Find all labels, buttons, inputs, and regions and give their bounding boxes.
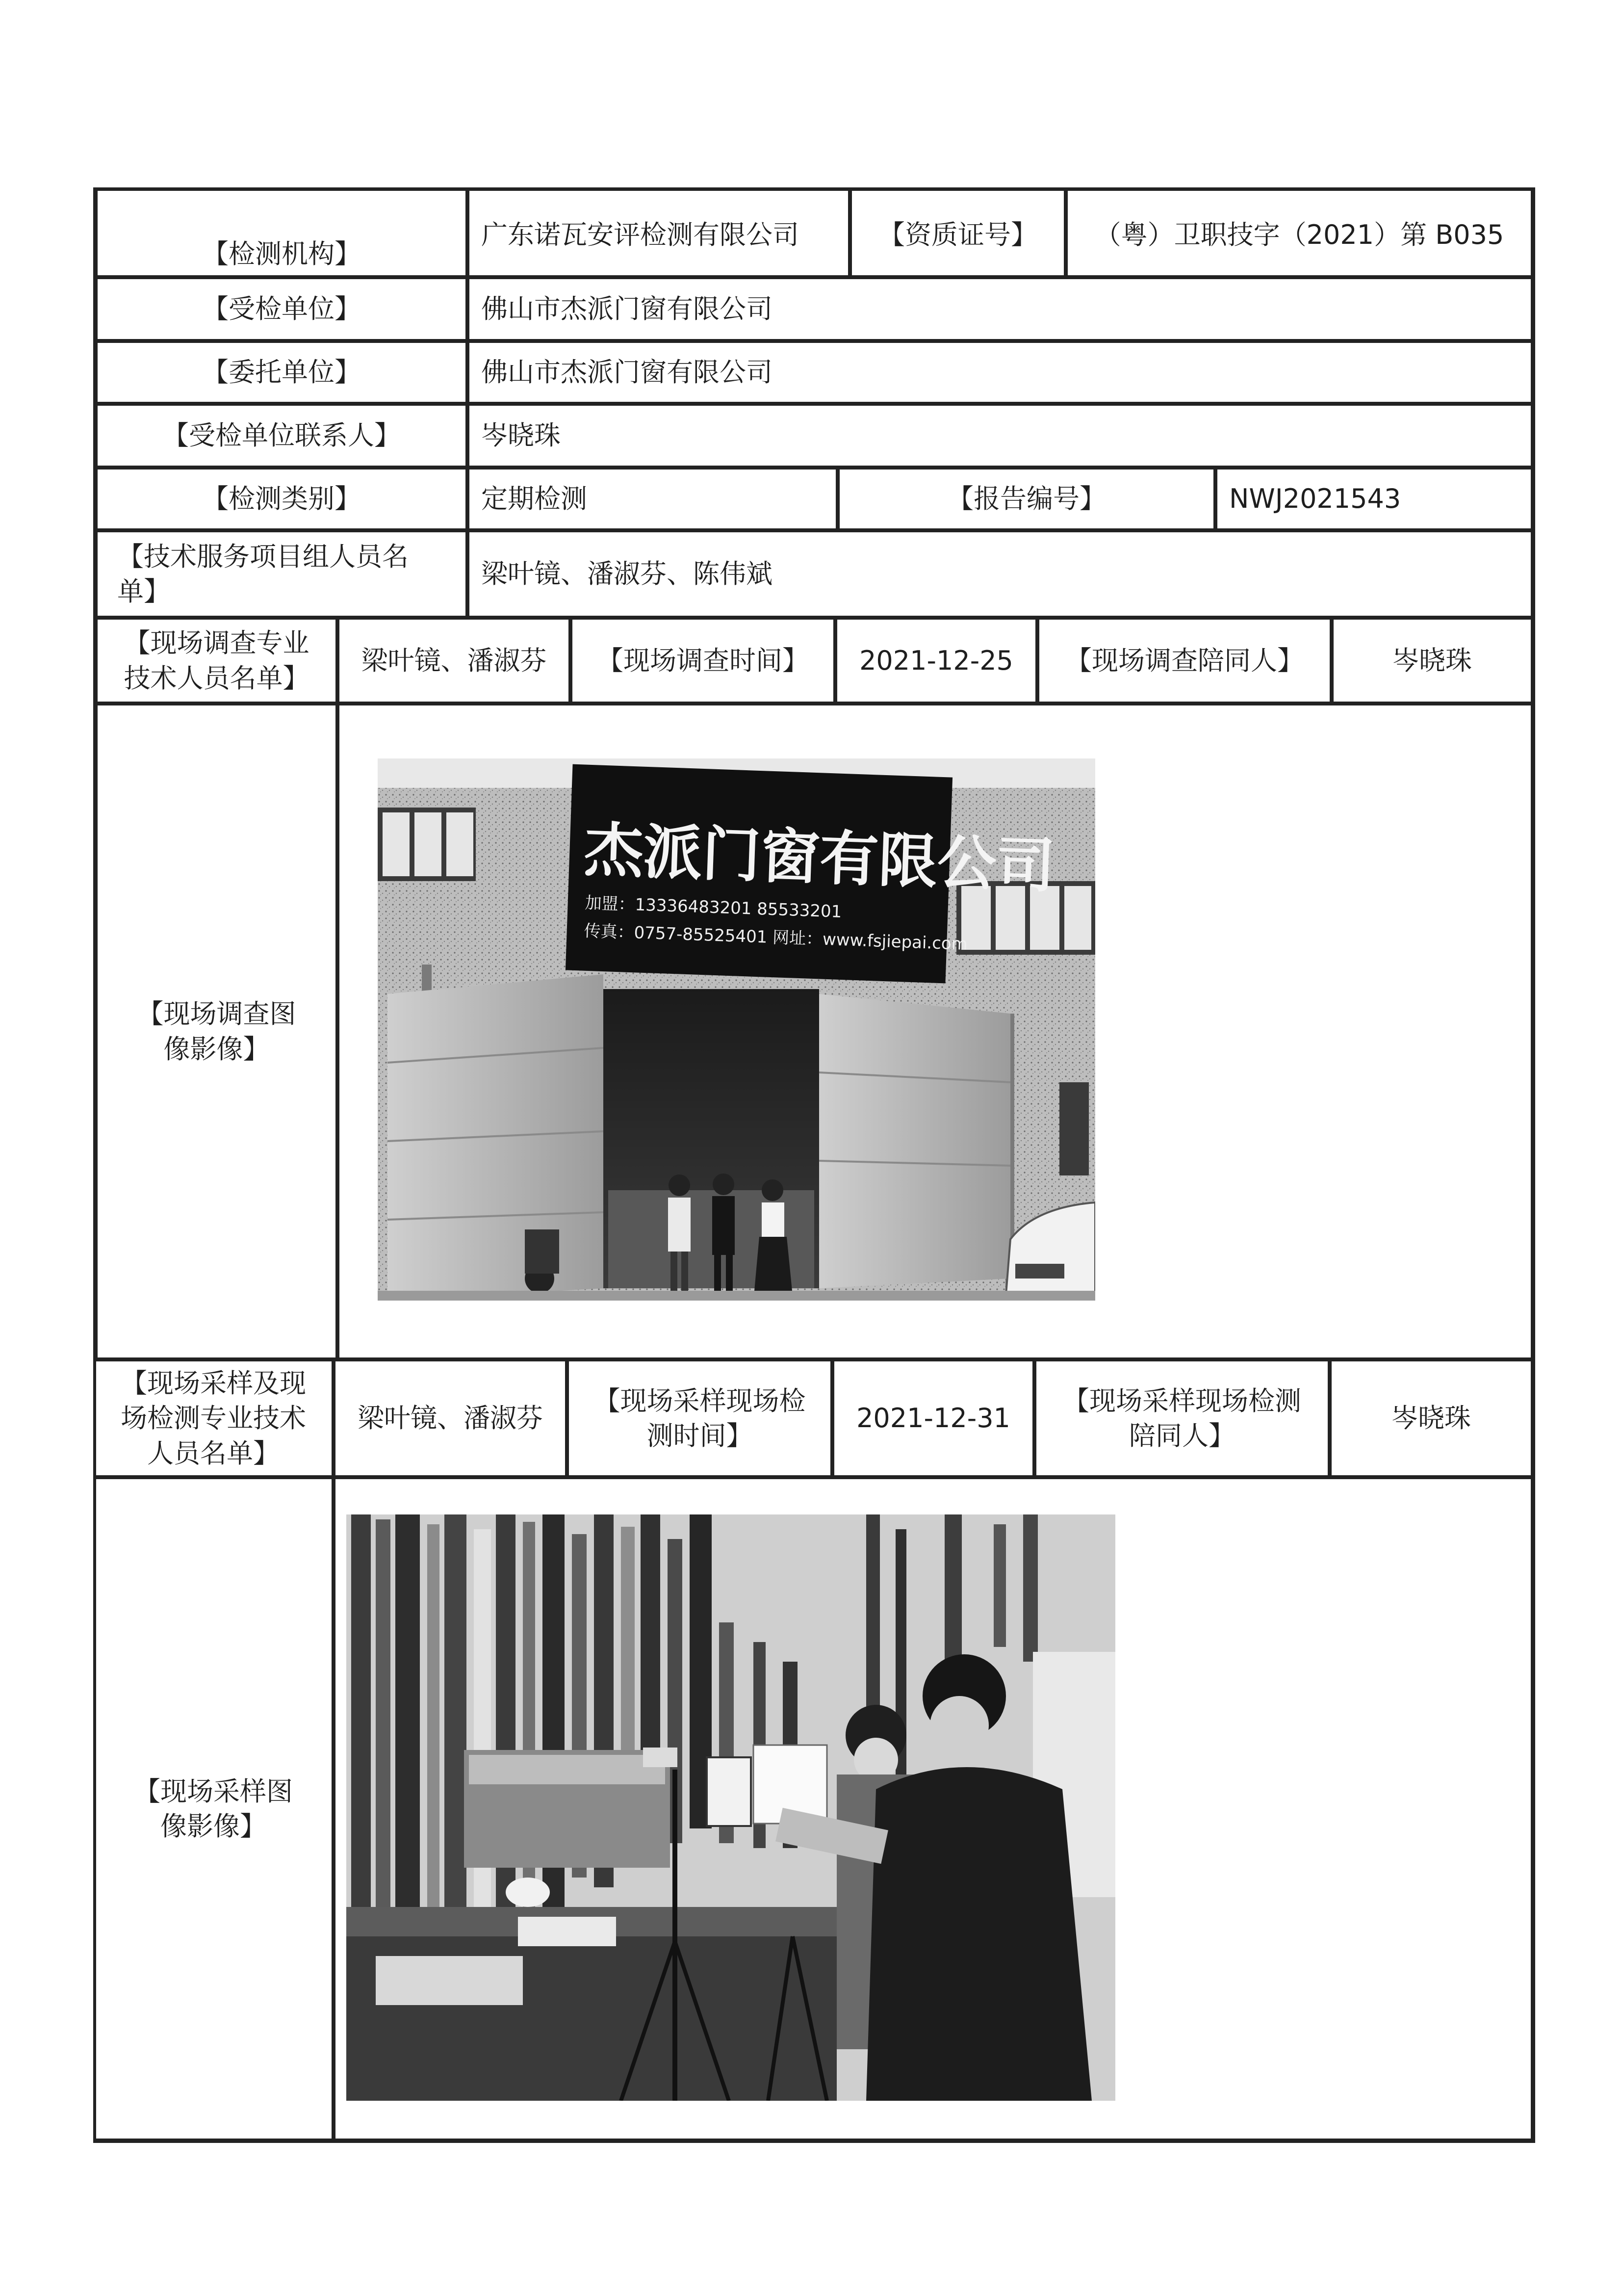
sampling-companion-value: 岑晓珠 — [1330, 1359, 1533, 1477]
sampling-companion-label: 【现场采样现场检测陪同人】 — [1034, 1359, 1330, 1477]
inspected-unit-value: 佛山市杰派门窗有限公司 — [467, 277, 1533, 341]
sampling-time-value: 2021-12-31 — [832, 1359, 1034, 1477]
sampling-staff-label: 【现场采样及现场检测专业技术人员名单】 — [93, 1359, 334, 1477]
client-unit-value: 佛山市杰派门窗有限公司 — [467, 341, 1533, 404]
contact-label: 【受检单位联系人】 — [96, 404, 467, 468]
org-value: 广东诺瓦安评检测有限公司 — [467, 189, 850, 277]
team-label: 【技术服务项目组人员名单】 — [96, 530, 467, 618]
survey-companion-label: 【现场调查陪同人】 — [1037, 618, 1332, 704]
sampling-photo — [346, 1514, 1115, 2101]
report-number-label: 【报告编号】 — [838, 468, 1215, 530]
sampling-image-label: 【现场采样图像影像】 — [93, 1477, 334, 2140]
survey-companion-value: 岑晓珠 — [1332, 618, 1533, 704]
cert-value: （粤）卫职技字（2021）第 B035 — [1066, 189, 1533, 277]
sign-line-1: 加盟：13336483201 85533201 — [585, 893, 842, 922]
inspected-unit-label: 【受检单位】 — [96, 277, 467, 341]
survey-staff-value: 梁叶镜、潘淑芬 — [337, 618, 570, 704]
sampling-time-label: 【现场采样现场检测时间】 — [567, 1359, 832, 1477]
client-unit-label: 【委托单位】 — [96, 341, 467, 404]
sampling-staff-value: 梁叶镜、潘淑芬 — [334, 1359, 567, 1477]
people-group — [668, 1174, 792, 1293]
inspection-type-value: 定期检测 — [467, 468, 838, 530]
cert-label: 【资质证号】 — [850, 189, 1066, 277]
team-value: 梁叶镜、潘淑芬、陈伟斌 — [467, 530, 1533, 618]
survey-time-label: 【现场调查时间】 — [570, 618, 835, 704]
survey-time-value: 2021-12-25 — [835, 618, 1037, 704]
survey-photo — [378, 758, 1095, 1301]
org-label: 【检测机构】 — [96, 189, 467, 277]
sign-line-2: 传真：0757-85525401 网址：www.fsjiepai.com — [584, 921, 968, 954]
inspection-type-label: 【检测类别】 — [96, 468, 467, 530]
workshop-sampling-image — [346, 1514, 1115, 2101]
sign-title: 杰派门窗有限公司 — [583, 816, 1056, 901]
contact-value: 岑晓珠 — [467, 404, 1533, 468]
survey-image-label: 【现场调查图像影像】 — [96, 704, 337, 1359]
survey-staff-label: 【现场调查专业技术人员名单】 — [96, 618, 337, 704]
factory-entrance-image — [378, 758, 1095, 1301]
report-number-value: NWJ2021543 — [1215, 468, 1533, 530]
